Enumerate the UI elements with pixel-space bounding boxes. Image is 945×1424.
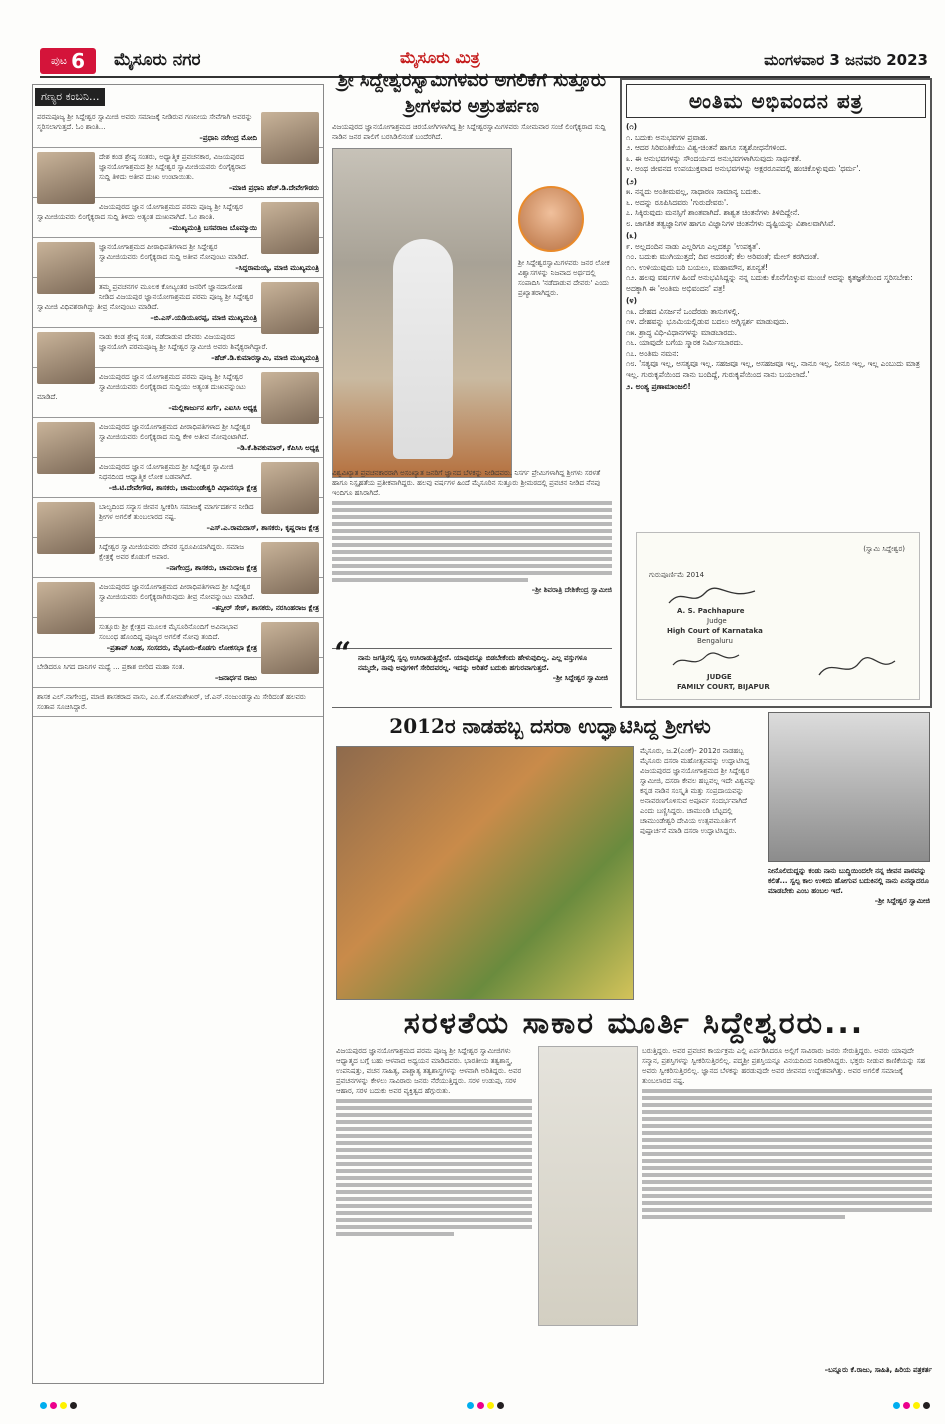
letter-item: ೧೭. ಅಂತಿಮ ನಮನ: bbox=[626, 348, 679, 358]
registration-dot bbox=[487, 1402, 494, 1409]
letter-title: ಅಂತಿಮ ಅಭಿವಂದನ ಪತ್ರ bbox=[626, 84, 926, 118]
bicycle-caption-text: ನೀನೊಲಿದುದ್ದನ್ನು ಕಂಡು ನಾನು ಬುದ್ಧಿಯಿಂದಲೇ ನನ್ನ ಜೀವನ ಪಾಠವನ್ನು ಕಲಿತೆ... ಸ್ವಲ್ಪ ಕಾಲ ಉಳಿದು ಹೋಗುವ ಬದುಕಿನಲ್ಲಿ ನಾನು ಏನನ್ನಾದರೂ ಮಾಡಬೇಕು ಎಂಬ ಹಂಬಲ ಇದೆ. bbox=[768, 867, 929, 895]
condolence-attribution: –ಬಿ.ಎಸ್.ಯಡಿಯೂರಪ್ಪ, ಮಾಜಿ ಮುಖ್ಯಮಂತ್ರಿ bbox=[150, 314, 257, 322]
letter-closing: ೨. ಅಂತ್ಯ ಪ್ರಣಾಮಾಂಜಲಿ! bbox=[626, 382, 691, 391]
registration-dot bbox=[50, 1402, 57, 1409]
tribute-body-text: ವಿಶ್ವವಿಖ್ಯಾತ ಪ್ರವಚನಕಾರರಾಗಿ ಅಸಂಖ್ಯಾತ ಜನರಿಗೆ ಜ್ಞಾನದ ಬೆಳಕನ್ನು ನೀಡಿದವರು. ನಿಸರ್ಗ ಪ್ರೇಮಿಗಳಾಗಿದ್ದ ಶ್ರೀಗಳು ಸರಳತೆ ಹಾಗೂ ನಿಸ್ಪೃಹತೆಯ ಪ್ರತೀಕವಾಗಿದ್ದರು. ಹಲವು ವರ್ಷಗಳ ಹಿಂದೆ ಮೈಸೂರಿನ ಸುತ್ತೂರು ಶ್ರೀಮಠದಲ್ಲಿ ಪ್ರವಚನ ನೀಡಿದ ನೆನಪು ಇಂದಿಗೂ ಹಸಿರಾಗಿದೆ. bbox=[332, 469, 601, 497]
registration-dot bbox=[893, 1402, 900, 1409]
condolence-text: ವಿಜಯಪುರದ ಜ್ಞಾನ ಯೋಗಾಶ್ರಮದ ಪರಮ ಪೂಜ್ಯ ಶ್ರೀ ಸಿದ್ದೇಶ್ವರ ಸ್ವಾಮೀಜಿಯವರು ಲಿಂಗೈಕ್ಯರಾದ ಸುದ್ದಿಯು ಅತ್ಯಂತ ದುಃಖವನ್ನುಂಟು ಮಾಡಿದೆ. bbox=[37, 373, 246, 401]
condolence-attribution: –ಹೆಚ್.ಡಿ.ಕುಮಾರಸ್ವಾಮಿ, ಮಾಜಿ ಮುಖ್ಯಮಂತ್ರಿ bbox=[211, 354, 319, 362]
issue-date: ಮಂಗಳವಾರ 3 ಜನವರಿ 2023 bbox=[764, 51, 928, 69]
quote-text: ನಾನು ಜಗತ್ತಿನಲ್ಲಿ ಸ್ವಲ್ಪ ಉಸಿರಾಡುತ್ತಿದ್ದೇನೆ. ಯಾವುದನ್ನೂ ಬಿಡಬೇಕೆಂದು ಹೇಳುವುದಿಲ್ಲ. ಎಲ್ಲ ವಸ್ತುಗಳೂ ನಮ್ಮದೇ, ನಾವು ಅವುಗಳಿಗೆ ಸೇರಿದವರಲ್ಲ. ಇದನ್ನು ಅರಿತರೆ ಬದುಕು ಹಗುರವಾಗುತ್ತದೆ. bbox=[358, 654, 588, 672]
condolence-attribution: –ಪ್ರಧಾನಿ ನರೇಂದ್ರ ಮೋದಿ bbox=[199, 134, 257, 142]
condolences-column bbox=[32, 84, 324, 1384]
letter-item: ೧. ಬದುಕು ಅನುಭವಗಳ ಪ್ರವಾಹ. bbox=[626, 132, 708, 142]
condolence-entry bbox=[33, 458, 323, 498]
letter-item: ೪. ಅಂಥ ಜೀವನದ ಉಪಯುಕ್ತವಾದ ಅನುಭವಗಳನ್ನು ಅಕ್ಷರರೂಪದಲ್ಲಿ ಹಂಚಿಕೊಳ್ಳುವುದು 'ಧರ್ಮ'. bbox=[626, 164, 861, 173]
condolence-entry bbox=[33, 328, 323, 368]
condolence-entry bbox=[33, 418, 323, 458]
dasara-text: ಮೈಸೂರು, ಜ.2(ಎಂಕೆ)- 2012ರ ನಾಡಹಬ್ಬ ಮೈಸೂರು ದಸರಾ ಮಹೋತ್ಸವವನ್ನು ಉದ್ಘಾಟಿಸಿದ್ದ ವಿಜಯಪುರದ ಜ್ಞಾನಯೋಗಾಶ್ರಮದ ಶ್ರೀ ಸಿದ್ದೇಶ್ವರ ಸ್ವಾಮೀಜಿ, ದಸರಾ ಕೇವಲ ಹಬ್ಬವಲ್ಲ ಇದೇ ವಿಶ್ವವನ್ನು ಕನ್ನಡ ನಾಡಿನ ಸಂಸ್ಕೃತಿ ಮತ್ತು ಸಂಪ್ರದಾಯವನ್ನು ಅನಾವರಣಗೊಳಿಸುವ ಅಪೂರ್ವ ಸಂದರ್ಭವಾಗಿದೆ ಎಂದು ಬಣ್ಣಿಸಿದ್ದರು. ಚಾಮುಂಡಿ ಬೆಟ್ಟದಲ್ಲಿ ಚಾಮುಂಡೇಶ್ವರಿ ದೇವಿಯ ಉತ್ಸವಮೂರ್ತಿಗೆ ಪುಷ್ಪಾರ್ಚನೆ ಮಾಡಿ ದಸರಾ ಉದ್ಘಾಟಿಸಿದ್ದರು. bbox=[640, 747, 756, 835]
condolence-entry bbox=[33, 618, 323, 658]
letter-item: ೩. ಈ ಅನುಭವಗಳನ್ನು ಸೌಂದರ್ಯದ ಅನುಭವಗಳಾಗಿಸುವುದು ಸಾರ್ಥಕತೆ. bbox=[626, 153, 802, 163]
dasara-headline: 2012ರ ನಾಡಹಬ್ಬ ದಸರಾ ಉದ್ಘಾಟಿಸಿದ್ದ ಶ್ರೀಗಳು bbox=[389, 714, 711, 738]
letter-item: ೧೨. ಹಲವು ವರ್ಷಗಳ ಹಿಂದೆ ಅನುಭವಿಸಿದ್ದನ್ನು ನನ್ನ ಬದುಕು ಕೊನೆಗೊಳ್ಳುವ ಮುಂಚೆ ಅದನ್ನು ಕೃತಜ್ಞತೆಯಿಂದ ಸ್ಮರಿಸಬೇಕು: ಅದಕ್ಕಾಗಿ ಈ 'ಅಂತಿಮ ಅಭಿವಂದನ' ಪತ್ರ! bbox=[626, 273, 913, 293]
condolence-text: ತಮ್ಮ ಪ್ರವಚನಗಳ ಮೂಲಕ ಕೋಟ್ಯಂತರ ಜನರಿಗೆ ಜ್ಞಾನದಾಸೋಹ ನೀಡಿದ ವಿಜಯಪುರ ಜ್ಞಾನಯೋಗಾಶ್ರಮದ ಪರಮ ಪೂಜ್ಯ ಶ್ರೀ ಸಿದ್ದೇಶ್ವರ ಸ್ವಾಮೀಜಿ ವಿಧಿವಶರಾಗಿದ್ದು ತೀವ್ರ ನೋವುಂಟು ಮಾಡಿದೆ. bbox=[37, 283, 254, 311]
registration-dot bbox=[60, 1402, 67, 1409]
registration-dot bbox=[477, 1402, 484, 1409]
registration-marks-right bbox=[893, 1402, 930, 1409]
tribute-body bbox=[332, 468, 612, 595]
witness-title-1: Judge bbox=[707, 617, 727, 625]
condolence-list bbox=[33, 108, 323, 717]
condolence-attribution: –ನಾಗೇಂದ್ರ, ಶಾಸಕರು, ಚಾಮರಾಜ ಕ್ಷೇತ್ರ bbox=[166, 564, 257, 572]
condolence-entry bbox=[33, 658, 323, 688]
condolence-text: ವಿಜಯಪುರದ ಜ್ಞಾನಯೋಗಾಶ್ರಮದ ಪೀಠಾಧಿಪತಿಗಳಾದ ಶ್ರೀ ಸಿದ್ದೇಶ್ವರ ಸ್ವಾಮೀಜಿಯವರು ಲಿಂಗೈಕ್ಯರಾಗಿರುವುದು ತೀವ್ರ ನೋವನ್ನುಂಟು ಮಾಡಿದೆ. bbox=[99, 583, 255, 601]
letter-item: ೧೩. ದೇಹದ ವಿಸರ್ಜನೆ ಒಂದೆರಡು ತಾಸುಗಳಲ್ಲಿ. bbox=[626, 306, 740, 316]
scan-date: ಗುರುಪೂರ್ಣಿಮೆ 2014 bbox=[649, 571, 705, 579]
letter-scan bbox=[636, 532, 920, 700]
registration-marks-left bbox=[40, 1402, 77, 1409]
condolence-entry bbox=[33, 688, 323, 717]
registration-dot bbox=[913, 1402, 920, 1409]
condolence-entry bbox=[33, 148, 323, 198]
condolence-attribution: –ತನ್ವೀರ್ ಸೇಠ್, ಶಾಸಕರು, ನರಸಿಂಹರಾಜ ಕ್ಷೇತ್ರ bbox=[211, 604, 319, 612]
condolence-attribution: –ಎಸ್.ಎ.ರಾಮದಾಸ್, ಶಾಸಕರು, ಕೃಷ್ಣರಾಜ ಕ್ಷೇತ್ರ bbox=[206, 524, 319, 532]
letter-item: ೧೬. ಯಾವುದೇ ಬಗೆಯ ಸ್ಮಾರಕ ನಿರ್ಮಿಸಬಾರದು. bbox=[626, 338, 744, 347]
dasara-inauguration-photo bbox=[336, 746, 634, 1000]
letter-item: ೨. ಆದರ ಸಿರಿವಂತಿಕೆಯು ವಿಶ್ವ-ಚಿಂತನೆ ಹಾಗೂ ಸತ್ಯಶೋಧನೆಗಳಿಂದ. bbox=[626, 143, 788, 152]
condolence-entry bbox=[33, 278, 323, 328]
letter-item: ೧೫. ಶ್ರಾದ್ಧ ವಿಧಿ-ವಿಧಾನಗಳನ್ನು ಮಾಡಬಾರದು. bbox=[626, 327, 737, 337]
witness-title-3: Bengaluru bbox=[697, 637, 733, 645]
letter-section-label: (೩) bbox=[626, 231, 638, 240]
condolence-text: ವಿಜಯಪುರದ ಜ್ಞಾನಯೋಗಾಶ್ರಮದ ಪೀಠಾಧಿಪತಿಗಳಾದ ಶ್ರೀ ಸಿದ್ದೇಶ್ವರ ಸ್ವಾಮೀಜಿಯವರು ಲಿಂಗೈಕ್ಯರಾದ ಸುದ್ದಿ ಕೇಳಿ ಅತೀವ ನೋವುಂಟಾಗಿದೆ. bbox=[99, 423, 251, 441]
masthead-logo: ಮೈಸೂರು ಮಿತ್ರ bbox=[400, 48, 480, 67]
registration-dot bbox=[467, 1402, 474, 1409]
simplicity-col-1-text: ವಿಜಯಪುರದ ಜ್ಞಾನಯೋಗಾಶ್ರಮದ ಪರಮ ಪೂಜ್ಯ ಶ್ರೀ ಸಿದ್ದೇಶ್ವರ ಸ್ವಾಮೀಜಿಗಳು ಆಧ್ಯಾತ್ಮದ ಬಗ್ಗೆ ಬಹು ಆಳವಾದ ಅಧ್ಯಯನ ಮಾಡಿದವರು. ಭಾರತೀಯ ತತ್ವಶಾಸ್ತ್ರ, ಉಪನಿಷತ್ತು, ವಚನ ಸಾಹಿತ್ಯ, ಪಾಶ್ಚಾತ್ಯ ತತ್ವಶಾಸ್ತ್ರಗಳನ್ನು ಆಳವಾಗಿ ಅರಿತಿದ್ದರು. ಅವರ ಪ್ರವಚನಗಳನ್ನು ಕೇಳಲು ಸಾವಿರಾರು ಜನರು ನೆರೆಯುತ್ತಿದ್ದರು. ಸರಳ ಉಡುಪು, ಸರಳ ಆಹಾರ, ಸರಳ ಬದುಕು ಅವರ ವ್ಯಕ್ತಿತ್ವದ ಹೆಗ್ಗುರುತು. bbox=[336, 1047, 522, 1095]
condolence-attribution: –ಮಲ್ಲಿಕಾರ್ಜುನ ಖರ್ಗೆ, ಎಐಸಿಸಿ ಅಧ್ಯಕ್ಷ bbox=[168, 404, 257, 412]
swami-signature bbox=[817, 653, 897, 683]
condolence-entry bbox=[33, 498, 323, 538]
letter-item: ೧೪. ದೇಹವನ್ನು ಭೂಮಿಯಲ್ಲಿಡುವ ಬದಲು ಅಗ್ನಿಸ್ಪರ್ಶ ಮಾಡುವುದು. bbox=[626, 317, 789, 326]
swami-portrait-photo bbox=[538, 1046, 638, 1326]
simplicity-author: –ಬನ್ನೂರು ಕೆ.ರಾಜು, ಸಾಹಿತಿ, ಹಿರಿಯ ಪತ್ರಕರ್ತ bbox=[824, 1366, 932, 1374]
bicycle-caption-attr: –ಶ್ರೀ ಸಿದ್ದೇಶ್ವರ ಸ್ವಾಮೀಜಿ bbox=[874, 897, 930, 905]
tribute-article bbox=[332, 68, 612, 708]
witness-signature bbox=[667, 585, 757, 607]
quote-attribution: –ಶ್ರೀ ಸಿದ್ದೇಶ್ವರ ಸ್ವಾಮೀಜಿ bbox=[552, 674, 608, 682]
registration-dot bbox=[40, 1402, 47, 1409]
letter-item: ೧೮. 'ಸತ್ಯವೂ ಇಲ್ಲ, ಅಸತ್ಯವೂ ಇಲ್ಲ. ಸಹಜವೂ ಇಲ್ಲ, ಅಸಹಜವೂ ಇಲ್ಲ. ನಾನೂ ಇಲ್ಲ, ನೀನೂ ಇಲ್ಲ, ಇಲ್ಲ ಎಂಬುದು ಮಾತ್ರ ಇಲ್ಲ. ಗುರುಕೃಪೆಯಿಂದ ನಾನು ಬಂದಿದ್ದೆ, ಗುರುಕೃಪೆಯಿಂದ ನಾನು ಬಯಲಾದೆ.' bbox=[626, 359, 920, 379]
condolence-text: ಬೇಡಿದರೂ ಸಿಗದ ದಾನಿಗಳ ಮಧ್ಯೆ ... ಪ್ರಕಾಶ ಬೀರಿದ ಮಹಾ ಸಂತ. bbox=[37, 663, 185, 671]
registration-dot bbox=[923, 1402, 930, 1409]
condolence-text: ಸಿದ್ದೇಶ್ವರ ಸ್ವಾಮೀಜಿಯವರು ದೇವರ ಸ್ವರೂಪಿಯಾಗಿದ್ದರು. ಸಮಾಜ ಕ್ಷೇತ್ರಕ್ಕೆ ಅವರ ಕೊಡುಗೆ ಅಪಾರ. bbox=[99, 543, 244, 561]
simplicity-col-1 bbox=[336, 1046, 532, 1239]
condolence-text: ವಿಜಯಪುರದ ಜ್ಞಾನ ಯೋಗಾಶ್ರಮದ ಶ್ರೀ ಸಿದ್ದೇಶ್ವರ ಸ್ವಾಮೀಜಿ ನಿಧನದಿಂದ ಆಧ್ಯಾತ್ಮಿಕ ಲೋಕ ಬಡವಾಗಿದೆ. bbox=[99, 463, 234, 481]
section-title: ಮೈಸೂರು ನಗರ bbox=[114, 50, 201, 70]
bicycle-photo bbox=[768, 712, 930, 862]
suttur-swami-portrait bbox=[518, 186, 584, 252]
condolence-entry bbox=[33, 238, 323, 278]
condolence-attribution: –ಪ್ರತಾಪ್ ಸಿಂಹ, ಸಂಸದರು, ಮೈಸೂರು-ಕೊಡಗು ಲೋಕಸಭಾ ಕ್ಷೇತ್ರ bbox=[106, 644, 257, 652]
condolence-entry bbox=[33, 538, 323, 578]
tribute-intro: ವಿಜಯಪುರದ ಜ್ಞಾನಯೋಗಾಶ್ರಮದ ಚಿರಯೋಗಿಗಳಾಗಿದ್ದ ಶ್ರೀ ಸಿದ್ದೇಶ್ವರಸ್ವಾಮಿಗಳವರು ಸೋಮವಾರ ಸಂಜೆ ಲಿಂಗೈಕ್ಯರಾದ ಸುದ್ದಿ ನಾಡಿನ ಜನರ ಪಾಲಿಗೆ ಬರಸಿಡಿಲಿನಂತೆ ಬಂದೆರಗಿದೆ. bbox=[332, 123, 606, 141]
simplicity-lines-2 bbox=[642, 1089, 932, 1219]
tribute-attribution: –ಶ್ರೀ ಶಿವರಾತ್ರಿ ದೇಶಿಕೇಂದ್ರ ಸ್ವಾಮೀಜಿ bbox=[531, 586, 612, 594]
condolence-attribution: –ಡಿ.ಕೆ.ಶಿವಕುಮಾರ್, ಕೆಪಿಸಿಸಿ ಅಧ್ಯಕ್ಷ bbox=[236, 444, 319, 452]
witness2-place: FAMILY COURT, BIJAPUR bbox=[677, 683, 770, 691]
condolence-text: ಸುತ್ತೂರು ಶ್ರೀ ಕ್ಷೇತ್ರದ ಮೂಲಕ ಮೈಸೂರಿನೊಂದಿಗೆ ಅವಿನಾಭಾವ ಸಂಬಂಧ ಹೊಂದಿದ್ದ ಪೂಜ್ಯರ ಅಗಲಿಕೆ ನೋವು ತಂದಿದೆ. bbox=[99, 623, 238, 641]
letter-item: ೭. ಸಿಕ್ಕಿರುವುದು ಮನಸ್ಸಿಗೆ ಶಾಂತವಾಗಿದೆ. ಶಾಶ್ವತ ಚಿಂತನೆಗಳು ತಿಳಿದಿದ್ದೇನೆ. bbox=[626, 208, 800, 217]
condolence-entry bbox=[33, 108, 323, 148]
letter-item: ೬. ಅದನ್ನು ರೂಪಿಸಿದವರು 'ಗುರುದೇವರು'. bbox=[626, 197, 729, 207]
letter-section-label: (೨) bbox=[626, 176, 638, 186]
condolence-entry bbox=[33, 368, 323, 418]
condolences-tag: ಗಣ್ಯರ ಕಂಬನಿ... bbox=[35, 88, 105, 106]
condolence-attribution: –ಸಿದ್ದರಾಮಯ್ಯ, ಮಾಜಿ ಮುಖ್ಯಮಂತ್ರಿ bbox=[235, 264, 319, 272]
simplicity-col-2-text: ಬರುತ್ತಿದ್ದರು. ಅವರ ಪ್ರವಚನ ಕಾರ್ಯಕ್ರಮ ಎಲ್ಲಿ ಏರ್ಪಡಿಸಿದರೂ ಅಲ್ಲಿಗೆ ಸಾವಿರಾರು ಜನರು ಸೇರುತ್ತಿದ್ದರು. ಅವರು ಯಾವುದೇ ಸನ್ಮಾನ, ಪ್ರಶಸ್ತಿಗಳನ್ನು ಸ್ವೀಕರಿಸುತ್ತಿರಲಿಲ್ಲ. ಪದ್ಮಶ್ರೀ ಪ್ರಶಸ್ತಿಯನ್ನೂ ವಿನಯದಿಂದ ನಿರಾಕರಿಸಿದ್ದರು. ಭಕ್ತರು ನೀಡುವ ಕಾಣಿಕೆಯನ್ನು ಸಹ ಅವರು ಸ್ವೀಕರಿಸುತ್ತಿರಲಿಲ್ಲ. ಜ್ಞಾನದ ಬೆಳಕನ್ನು ಹರಡುವುದೇ ಅವರ ಜೀವನದ ಉದ್ದೇಶವಾಗಿತ್ತು. ಅವರ ಅಗಲಿಕೆ ಸಮಾಜಕ್ಕೆ ತುಂಬಲಾರದ ನಷ್ಟ. bbox=[642, 1047, 926, 1085]
letter-section-label: (೧) bbox=[626, 122, 638, 131]
dignitary-photo bbox=[261, 282, 319, 334]
condolence-attribution: –ಜನಾರ್ಧನ ರಾಜು bbox=[214, 674, 257, 682]
registration-dot bbox=[70, 1402, 77, 1409]
quote-mark-icon: “ bbox=[334, 636, 352, 671]
registration-footer bbox=[40, 1398, 930, 1412]
letter-section-label: (೪) bbox=[626, 296, 638, 305]
letter-item: ೧೧. ಉಳಿಯುವುದು ಬರಿ ಬಯಲು, ಮಹಾಮೌನ, ಶೂನ್ಯತೆ! bbox=[626, 262, 769, 272]
dignitary-photo bbox=[261, 372, 319, 424]
tribute-side-text: ಶ್ರೀ ಸಿದ್ದೇಶ್ವರಸ್ವಾಮಿಗಳವರು ಜನರ ಲೋಕ ವಿಶ್ವಾಸಗಳನ್ನು ನಿಜವಾದ ಅರ್ಥದಲ್ಲಿ ಸಂಪಾದಿಸಿ 'ನಡೆದಾಡುವ ದೇವರು' ಎಂದು ಪ್ರಖ್ಯಾತರಾಗಿದ್ದರು. bbox=[518, 259, 610, 297]
letter-item: ೯. ಅಲ್ಲದಂದಿನ ನಾಡು ಎಲ್ಲರಿಗೂ ಎಲ್ಲದಕ್ಕೂ 'ಉಪಕೃತ'. bbox=[626, 241, 761, 251]
simplicity-headline: ಸರಳತೆಯ ಸಾಕಾರ ಮೂರ್ತಿ ಸಿದ್ದೇಶ್ವರರು... bbox=[403, 1006, 865, 1041]
body-lines bbox=[332, 501, 612, 582]
condolence-text: ವಿಜಯಪುರದ ಜ್ಞಾನ ಯೋಗಾಶ್ರಮದ ಪರಮ ಪೂಜ್ಯ ಶ್ರೀ ಸಿದ್ದೇಶ್ವರ ಸ್ವಾಮೀಜಿಯವರು ಲಿಂಗೈಕ್ಯರಾದ ಸುದ್ದಿ ತಿಳಿದು ಅತ್ಯಂತ ದುಃಖವಾಗಿದೆ. ಓಂ ಶಾಂತಿ. bbox=[37, 203, 243, 221]
simplicity-lines-1 bbox=[336, 1099, 532, 1236]
witness2-title: JUDGE bbox=[707, 673, 732, 681]
walker-figure bbox=[393, 239, 453, 459]
page-number: 6 bbox=[71, 49, 86, 73]
condolence-text: ದೇಶ ಕಂಡ ಶ್ರೇಷ್ಠ ಸಂತರು, ಅಧ್ಯಾತ್ಮಿಕ ಪ್ರವಚನಕಾರ, ವಿಜಯಪುರದ ಜ್ಞಾನಯೋಗಾಶ್ರಮದ ಶ್ರೀ ಸಿದ್ದೇಶ್ವರ ಸ್ವಾಮೀಜಿಯವರು ಲಿಂಗೈಕ್ಯರಾದ ಸುದ್ದಿ ತಿಳಿದು ಅತೀವ ದುಃಖ ಉಂಟಾಯಿತು. bbox=[99, 153, 246, 181]
tribute-headline: ಶ್ರೀ ಸಿದ್ದೇಶ್ವರಸ್ವಾಮಿಗಳವರ ಅಗಲಿಕೆಗೆ ಸುತ್ತೂರು ಶ್ರೀಗಳವರ ಅಶ್ರುತರ್ಪಣ bbox=[337, 70, 607, 117]
condolence-attribution: –ಜಿ.ಟಿ.ದೇವೇಗೌಡ, ಶಾಸಕರು, ಚಾಮುಂಡೇಶ್ವರಿ ವಿಧಾನಸಭಾ ಕ್ಷೇತ್ರ bbox=[108, 484, 257, 492]
final-letter-box bbox=[620, 78, 932, 708]
page-word: ಪುಟ bbox=[50, 54, 68, 67]
quote-box bbox=[332, 636, 612, 708]
simplicity-col-2 bbox=[642, 1046, 932, 1222]
witness-name: A. S. Pachhapure bbox=[677, 607, 745, 615]
condolence-text: ಪರಮಪೂಜ್ಯ ಶ್ರೀ ಸಿದ್ದೇಶ್ವರ ಸ್ವಾಮೀಜಿ ಅವರು ಸಮಾಜಕ್ಕೆ ನೀಡಿರುವ ಗಣನೀಯ ಸೇವೆಗಾಗಿ ಅವರನ್ನು ಸ್ಮರಿಸಲಾಗುತ್ತದೆ. ಓಂ ಶಾಂತಿ... bbox=[37, 113, 253, 131]
scan-signature-label: (ಸ್ವಾಮಿ ಸಿದ್ದೇಶ್ವರ) bbox=[863, 545, 905, 553]
condolence-text: ಬಾಲ್ಯದಿಂದ ಸನ್ಯಾಸ ಜೀವನ ಸ್ವೀಕರಿಸಿ ಸಮಾಜಕ್ಕೆ ಮಾರ್ಗದರ್ಶನ ನೀಡಿದ ಶ್ರೀಗಳ ಅಗಲಿಕೆ ತುಂಬಲಾರದ ನಷ್ಟ. bbox=[99, 503, 254, 521]
condolence-attribution: –ಮುಖ್ಯಮಂತ್ರಿ ಬಸವರಾಜ ಬೊಮ್ಮಾಯಿ bbox=[168, 224, 257, 232]
witness-title-2: High Court of Karnataka bbox=[667, 627, 763, 635]
walking-swami-photo bbox=[332, 148, 512, 478]
condolence-attribution: –ಮಾಜಿ ಪ್ರಧಾನಿ ಹೆಚ್.ಡಿ.ದೇವೇಗೌಡರು bbox=[228, 184, 319, 192]
condolence-entry bbox=[33, 578, 323, 618]
letter-body bbox=[626, 122, 926, 393]
condolence-text: ಜ್ಞಾನಯೋಗಾಶ್ರಮದ ಪೀಠಾಧಿಪತಿಗಳಾದ ಶ್ರೀ ಸಿದ್ದೇಶ್ವರ ಸ್ವಾಮೀಜಿಯವರು ಲಿಂಗೈಕ್ಯರಾದ ಸುದ್ದಿ ಅತೀವ ನೋವುಂಟು ಮಾಡಿದೆ. bbox=[99, 243, 249, 261]
letter-item: ೫. ನನ್ನದು ಅಂತೀಮವಲ್ಲ, ಸಾಧಾರಣ ಸಾಮಾನ್ಯ ಬದುಕು. bbox=[626, 187, 762, 196]
condolence-entry bbox=[33, 198, 323, 238]
registration-dot bbox=[497, 1402, 504, 1409]
bicycle-caption bbox=[768, 866, 930, 906]
letter-item: ೮. ಜಾಗತಿಕ ತತ್ವಜ್ಞಾನಿಗಳ ಹಾಗೂ ವಿಜ್ಞಾನಿಗಳ ಚಿಂತನೆಗಳು ದೃಷ್ಟಿಯನ್ನು ವಿಶಾಲವಾಗಿಸಿವೆ. bbox=[626, 218, 836, 228]
registration-marks-center bbox=[467, 1402, 504, 1409]
registration-dot bbox=[903, 1402, 910, 1409]
dignitary-photo bbox=[37, 152, 95, 204]
witness2-signature bbox=[671, 651, 741, 671]
condolence-text: ನಾಡು ಕಂಡ ಶ್ರೇಷ್ಠ ಸಂತ, ನಡೆದಾಡುವ ದೇವರು ವಿಜಯಪುರದ ಜ್ಞಾನಯೋಗಿ ಪರಮಪೂಜ್ಯ ಶ್ರೀ ಸಿದ್ದೇಶ್ವರ ಸ್ವಾಮೀಜಿ ಅವರು ಶಿವೈಕ್ಯರಾಗಿದ್ದಾರೆ. bbox=[99, 333, 268, 351]
letter-item: ೧೦. ಬದುಕು ಮುಗಿಯುತ್ತದೆ; ದಿವ ಅದರಂತೆ; ಕೆಲ ಅರಿವಂತೆ; ಮೇಲ್ ಕರಗಿದಂತೆ. bbox=[626, 252, 820, 261]
page-number-badge bbox=[40, 48, 96, 74]
condolence-text: ಶಾಸಕ ಎಲ್.ನಾಗೇಂದ್ರ, ಮಾಜಿ ಶಾಸಕರಾದ ವಾಸು, ಎಂ.ಕೆ.ಸೋಮಶೇಖರ್, ಜೆ.ಎನ್.ನಂಜುಂಡಸ್ವಾಮಿ ಸೇರಿದಂತೆ ಹಲವರು ಸಂತಾಪ ಸೂಚಿಸಿದ್ದಾರೆ. bbox=[37, 693, 306, 711]
